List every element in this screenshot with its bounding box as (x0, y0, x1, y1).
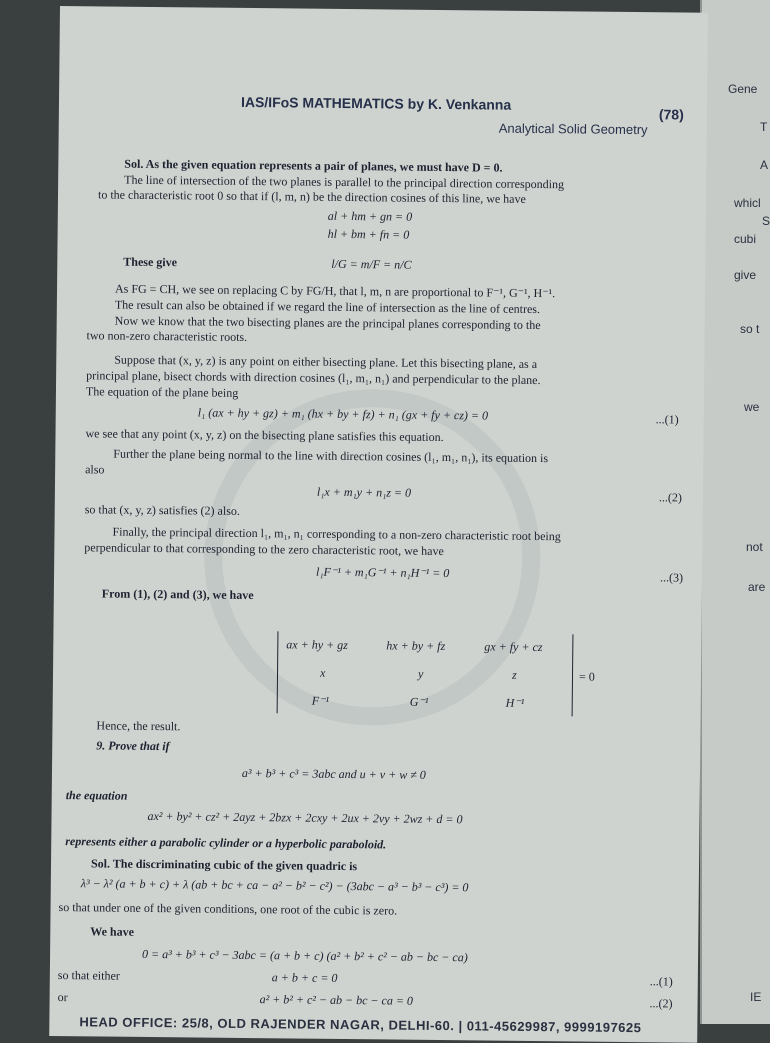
text-line: principal plane, bisect chords with direction cosines (l₁, m₁, n₁) and perpendicular to the plane. (86, 368, 541, 388)
adjacent-word: are (748, 580, 766, 594)
text-line: These give (123, 254, 178, 270)
text-line: Sol. The discriminating cubic of the given quadric is (90, 856, 358, 874)
text-line: two non-zero characteristic roots. (86, 328, 248, 344)
text-line: Further the plane being normal to the line with direction cosines (l₁, m₁, n₁), its equation is (113, 446, 549, 466)
text-line: From (1), (2) and (3), we have (101, 586, 254, 603)
adjacent-word: not (746, 540, 763, 554)
text-line: so that under one of the given conditions, one root of the cubic is zero. (58, 900, 398, 918)
book-page (49, 6, 708, 1043)
adjacent-word: we (744, 400, 760, 414)
adjacent-word: S (762, 214, 770, 228)
text-line: Hence, the result. (96, 718, 181, 734)
text-line: we see that any point (x, y, z) on the bisecting plane satisfies this equation. (85, 426, 444, 445)
text-line: The result can also be obtained if we regard the line of intersection as the line of centres. (114, 297, 541, 317)
text-line: As FG = CH, we see on replacing C by FG/H, that l, m, n are proportional to F⁻¹, G⁻¹, H⁻¹. (114, 281, 556, 301)
determinant (277, 631, 574, 716)
text-line: Now we know that the two bisecting planes are the principal planes corresponding to the (114, 313, 541, 333)
determinant-entry: hx + by + fz (386, 638, 446, 654)
equation: a³ + b³ + c³ = 3abc and u + v + w ≠ 0 (241, 765, 426, 782)
adjacent-page (700, 0, 770, 1024)
determinant-rhs: = 0 (578, 669, 595, 684)
text-line: represents either a parabolic cylinder or a hyperbolic paraboloid. (65, 834, 387, 852)
adjacent-word: A (760, 158, 769, 172)
determinant-entry: F⁻¹ (311, 693, 330, 708)
adjacent-word: Gene (728, 82, 758, 96)
equation-number: ...(1) (655, 412, 679, 427)
equation: l₁F⁻¹ + m₁G⁻¹ + n₁H⁻¹ = 0 (316, 564, 450, 581)
text-line: so that either (57, 968, 120, 983)
determinant-entry: x (319, 665, 326, 680)
text-line: Suppose that (x, y, z) is any point on either bisecting plane. Let this bisecting plane, as a (114, 352, 538, 372)
equation: a² + b² + c² − ab − bc − ca = 0 (259, 992, 414, 1008)
equation: al + hm + gn = 0 (327, 208, 413, 224)
adjacent-word: whicl (734, 196, 761, 210)
text-line: so that (x, y, z) satisfies (2) also. (84, 502, 240, 518)
adjacent-word: cubi (734, 232, 757, 246)
determinant-entry: y (417, 666, 424, 681)
question-label: 9. Prove that if (96, 738, 170, 754)
equation: l₁x + m₁y + n₁z = 0 (316, 484, 412, 500)
text-line: We have (90, 924, 135, 939)
equation: λ³ − λ² (a + b + c) + λ (ab + bc + ca − a² − b² − c²) − (3abc − a³ − b³ − c³) = 0 (80, 876, 469, 895)
text-line: The line of intersection of the two planes is parallel to the principal direction corresponding (124, 172, 565, 192)
equation-number: ...(2) (658, 490, 682, 505)
text-line: perpendicular to that corresponding to the zero characteristic root, we have (84, 540, 444, 559)
determinant-entry: H⁻¹ (505, 695, 525, 710)
page-header-subtitle: Analytical Solid Geometry (498, 120, 648, 138)
equation: hl + bm + fn = 0 (327, 226, 410, 242)
text-line: Sol. As the given equation represents a pair of planes, we must have D = 0. (124, 156, 503, 175)
equation: a + b + c = 0 (271, 970, 338, 985)
text-line: Finally, the principal direction l₁, m₁, n₁ corresponding to a non-zero characteristic root being (112, 524, 561, 544)
equation-number: ...(1) (649, 974, 673, 989)
equation: ax² + by² + cz² + 2ayz + 2bzx + 2cxy + 2ux + 2vy + 2wz + d = 0 (147, 808, 463, 827)
determinant-entry: ax + hy + gz (286, 637, 348, 653)
page-number: (78) (658, 106, 684, 123)
equation-number: ...(2) (649, 996, 673, 1011)
text-line: or (57, 990, 68, 1005)
text-line: to the characteristic root 0 so that if (l, m, n) be the direction cosines of this line, we have (97, 187, 526, 206)
equation: l/G = m/F = n/C (331, 256, 412, 272)
equation: l₁ (ax + hy + gz) + m₁ (hx + by + fz) + n₁ (gx + fy + cz) = 0 (197, 405, 489, 423)
text-line: the equation (65, 788, 128, 803)
determinant-entry: G⁻¹ (409, 694, 429, 709)
adjacent-word: T (760, 120, 768, 134)
equation-number: ...(3) (659, 570, 684, 585)
determinant-entry: gx + fy + cz (484, 639, 543, 655)
text-line: also (85, 462, 105, 477)
equation: 0 = a³ + b³ + c³ − 3abc = (a + b + c) (a² + b² + c² − ab − bc − ca) (142, 946, 468, 965)
page-footer: HEAD OFFICE: 25/8, OLD RAJENDER NAGAR, DELHI-60. | 011-45629987, 9999197625 (79, 1014, 642, 1036)
page-header-title: IAS/IFoS MATHEMATICS by K. Venkanna (240, 93, 512, 113)
adjacent-word: IE (750, 990, 762, 1004)
determinant-entry: z (511, 667, 517, 682)
adjacent-word: give (734, 268, 757, 282)
adjacent-word: so t (740, 322, 760, 336)
text-line: The equation of the plane being (85, 384, 239, 400)
